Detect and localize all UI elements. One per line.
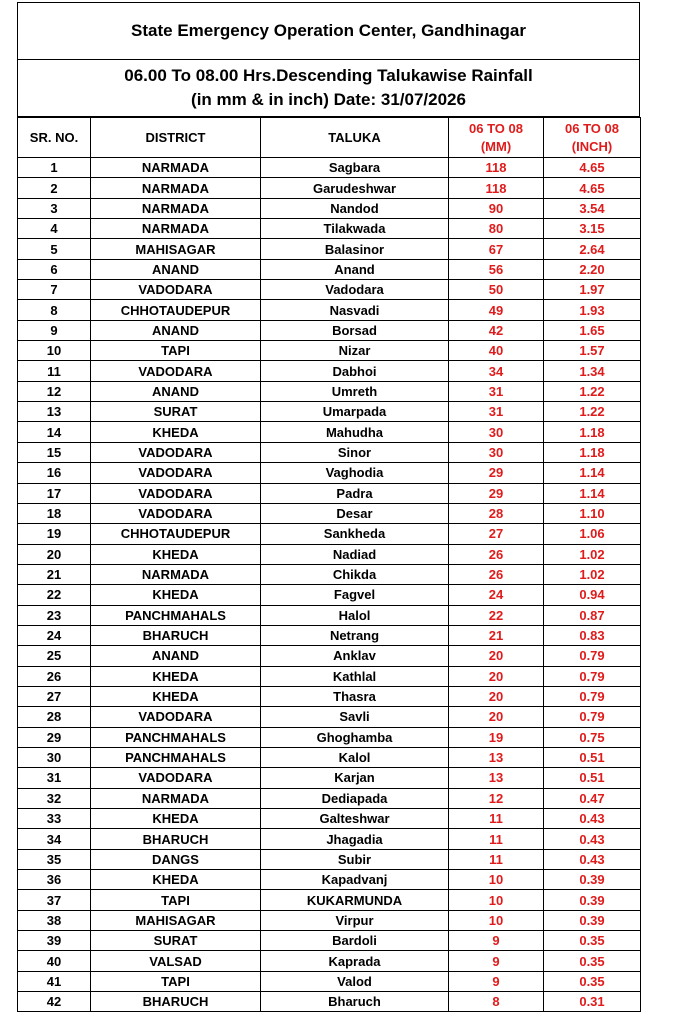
subtitle-line-1: 06.00 To 08.00 Hrs.Descending Talukawise Rainfall bbox=[124, 66, 533, 85]
cell-rainfall-mm: 9 bbox=[449, 951, 544, 971]
table-row bbox=[18, 992, 641, 1012]
cell-district: VADODARA bbox=[91, 768, 261, 788]
table-row bbox=[18, 870, 641, 890]
cell-taluka: Thasra bbox=[261, 686, 449, 706]
cell-rainfall-inch: 0.75 bbox=[544, 727, 641, 747]
cell-rainfall-inch: 0.43 bbox=[544, 849, 641, 869]
cell-rainfall-mm: 26 bbox=[449, 544, 544, 564]
cell-taluka: Bharuch bbox=[261, 992, 449, 1012]
cell-rainfall-mm: 50 bbox=[449, 280, 544, 300]
cell-taluka: Galteshwar bbox=[261, 809, 449, 829]
cell-rainfall-inch: 1.10 bbox=[544, 503, 641, 523]
header-inch bbox=[544, 118, 641, 158]
table-row bbox=[18, 788, 641, 808]
cell-rainfall-inch: 0.79 bbox=[544, 686, 641, 706]
cell-taluka: Ghoghamba bbox=[261, 727, 449, 747]
cell-taluka: Virpur bbox=[261, 910, 449, 930]
cell-district: ANAND bbox=[91, 320, 261, 340]
cell-district: KHEDA bbox=[91, 686, 261, 706]
cell-sr-no: 12 bbox=[18, 381, 91, 401]
table-row bbox=[18, 931, 641, 951]
table-row bbox=[18, 381, 641, 401]
cell-district: VADODARA bbox=[91, 707, 261, 727]
cell-rainfall-mm: 19 bbox=[449, 727, 544, 747]
table-row bbox=[18, 747, 641, 767]
cell-sr-no: 21 bbox=[18, 564, 91, 584]
cell-sr-no: 7 bbox=[18, 280, 91, 300]
cell-sr-no: 30 bbox=[18, 747, 91, 767]
cell-rainfall-mm: 49 bbox=[449, 300, 544, 320]
cell-taluka: Anand bbox=[261, 259, 449, 279]
cell-rainfall-inch: 0.35 bbox=[544, 951, 641, 971]
cell-rainfall-mm: 13 bbox=[449, 747, 544, 767]
cell-sr-no: 28 bbox=[18, 707, 91, 727]
cell-district: NARMADA bbox=[91, 564, 261, 584]
cell-rainfall-mm: 40 bbox=[449, 341, 544, 361]
table-row bbox=[18, 402, 641, 422]
cell-taluka: Nadiad bbox=[261, 544, 449, 564]
cell-sr-no: 18 bbox=[18, 503, 91, 523]
cell-district: VALSAD bbox=[91, 951, 261, 971]
cell-sr-no: 8 bbox=[18, 300, 91, 320]
cell-taluka: Sagbara bbox=[261, 158, 449, 178]
header-inch-line-1: 06 TO 08 bbox=[565, 120, 619, 136]
header-taluka: TALUKA bbox=[261, 118, 449, 158]
cell-taluka: Vadodara bbox=[261, 280, 449, 300]
cell-district: MAHISAGAR bbox=[91, 239, 261, 259]
cell-sr-no: 15 bbox=[18, 442, 91, 462]
cell-rainfall-mm: 22 bbox=[449, 605, 544, 625]
cell-district: TAPI bbox=[91, 890, 261, 910]
cell-taluka: Mahudha bbox=[261, 422, 449, 442]
cell-taluka: Vaghodia bbox=[261, 463, 449, 483]
cell-sr-no: 41 bbox=[18, 971, 91, 991]
cell-rainfall-inch: 0.31 bbox=[544, 992, 641, 1012]
cell-taluka: Subir bbox=[261, 849, 449, 869]
cell-taluka: Kathlal bbox=[261, 666, 449, 686]
cell-rainfall-mm: 11 bbox=[449, 829, 544, 849]
cell-sr-no: 32 bbox=[18, 788, 91, 808]
cell-district: VADODARA bbox=[91, 442, 261, 462]
cell-district: NARMADA bbox=[91, 198, 261, 218]
header-mm-line-1: 06 TO 08 bbox=[469, 120, 523, 136]
cell-rainfall-inch: 1.93 bbox=[544, 300, 641, 320]
report-subtitle bbox=[17, 59, 640, 117]
table-row bbox=[18, 483, 641, 503]
cell-rainfall-inch: 0.39 bbox=[544, 870, 641, 890]
table-row bbox=[18, 849, 641, 869]
cell-rainfall-mm: 29 bbox=[449, 463, 544, 483]
cell-rainfall-inch: 0.39 bbox=[544, 890, 641, 910]
cell-taluka: Fagvel bbox=[261, 585, 449, 605]
cell-rainfall-mm: 20 bbox=[449, 646, 544, 666]
cell-rainfall-inch: 0.94 bbox=[544, 585, 641, 605]
cell-district: VADODARA bbox=[91, 503, 261, 523]
cell-district: BHARUCH bbox=[91, 829, 261, 849]
cell-sr-no: 33 bbox=[18, 809, 91, 829]
cell-sr-no: 19 bbox=[18, 524, 91, 544]
cell-rainfall-mm: 26 bbox=[449, 564, 544, 584]
table-row bbox=[18, 585, 641, 605]
cell-rainfall-inch: 4.65 bbox=[544, 178, 641, 198]
cell-sr-no: 38 bbox=[18, 910, 91, 930]
cell-rainfall-mm: 56 bbox=[449, 259, 544, 279]
cell-sr-no: 40 bbox=[18, 951, 91, 971]
cell-taluka: Desar bbox=[261, 503, 449, 523]
cell-rainfall-inch: 1.22 bbox=[544, 381, 641, 401]
table-row bbox=[18, 727, 641, 747]
cell-sr-no: 11 bbox=[18, 361, 91, 381]
cell-rainfall-mm: 20 bbox=[449, 707, 544, 727]
table-row bbox=[18, 564, 641, 584]
report-title bbox=[17, 2, 640, 59]
table-row bbox=[18, 890, 641, 910]
cell-taluka: Sinor bbox=[261, 442, 449, 462]
table-row bbox=[18, 198, 641, 218]
cell-taluka: Jhagadia bbox=[261, 829, 449, 849]
header-district: DISTRICT bbox=[91, 118, 261, 158]
cell-sr-no: 23 bbox=[18, 605, 91, 625]
cell-sr-no: 22 bbox=[18, 585, 91, 605]
table-row bbox=[18, 422, 641, 442]
cell-district: PANCHMAHALS bbox=[91, 727, 261, 747]
cell-rainfall-inch: 2.64 bbox=[544, 239, 641, 259]
cell-rainfall-mm: 12 bbox=[449, 788, 544, 808]
subtitle-line-2: (in mm & in inch) Date: 31/07/2026 bbox=[191, 90, 466, 109]
cell-taluka: Kalol bbox=[261, 747, 449, 767]
cell-rainfall-mm: 10 bbox=[449, 910, 544, 930]
cell-taluka: Nasvadi bbox=[261, 300, 449, 320]
cell-taluka: Anklav bbox=[261, 646, 449, 666]
table-row bbox=[18, 463, 641, 483]
cell-district: TAPI bbox=[91, 971, 261, 991]
table-row bbox=[18, 219, 641, 239]
cell-sr-no: 16 bbox=[18, 463, 91, 483]
cell-district: ANAND bbox=[91, 646, 261, 666]
cell-sr-no: 6 bbox=[18, 259, 91, 279]
cell-rainfall-mm: 80 bbox=[449, 219, 544, 239]
cell-rainfall-inch: 0.79 bbox=[544, 707, 641, 727]
cell-district: NARMADA bbox=[91, 178, 261, 198]
table-row bbox=[18, 910, 641, 930]
rainfall-table bbox=[17, 117, 641, 1012]
cell-sr-no: 1 bbox=[18, 158, 91, 178]
cell-district: NARMADA bbox=[91, 788, 261, 808]
table-row bbox=[18, 646, 641, 666]
table-row bbox=[18, 341, 641, 361]
cell-rainfall-mm: 118 bbox=[449, 158, 544, 178]
cell-rainfall-mm: 30 bbox=[449, 422, 544, 442]
cell-sr-no: 5 bbox=[18, 239, 91, 259]
cell-rainfall-mm: 20 bbox=[449, 666, 544, 686]
cell-rainfall-mm: 31 bbox=[449, 402, 544, 422]
cell-district: KHEDA bbox=[91, 809, 261, 829]
cell-rainfall-mm: 34 bbox=[449, 361, 544, 381]
cell-rainfall-inch: 1.57 bbox=[544, 341, 641, 361]
cell-rainfall-inch: 1.14 bbox=[544, 483, 641, 503]
cell-district: CHHOTAUDEPUR bbox=[91, 524, 261, 544]
table-row bbox=[18, 158, 641, 178]
cell-sr-no: 13 bbox=[18, 402, 91, 422]
cell-rainfall-inch: 1.34 bbox=[544, 361, 641, 381]
header-sr-no: SR. NO. bbox=[18, 118, 91, 158]
cell-rainfall-mm: 21 bbox=[449, 625, 544, 645]
cell-sr-no: 14 bbox=[18, 422, 91, 442]
cell-taluka: Sankheda bbox=[261, 524, 449, 544]
cell-rainfall-inch: 0.83 bbox=[544, 625, 641, 645]
cell-district: VADODARA bbox=[91, 463, 261, 483]
cell-taluka: KUKARMUNDA bbox=[261, 890, 449, 910]
cell-rainfall-mm: 29 bbox=[449, 483, 544, 503]
cell-district: VADODARA bbox=[91, 280, 261, 300]
cell-rainfall-mm: 9 bbox=[449, 971, 544, 991]
cell-rainfall-mm: 30 bbox=[449, 442, 544, 462]
cell-sr-no: 4 bbox=[18, 219, 91, 239]
table-row bbox=[18, 809, 641, 829]
cell-rainfall-inch: 1.06 bbox=[544, 524, 641, 544]
cell-rainfall-inch: 2.20 bbox=[544, 259, 641, 279]
cell-rainfall-inch: 0.43 bbox=[544, 829, 641, 849]
table-row bbox=[18, 300, 641, 320]
cell-sr-no: 31 bbox=[18, 768, 91, 788]
cell-rainfall-inch: 4.65 bbox=[544, 158, 641, 178]
cell-district: NARMADA bbox=[91, 219, 261, 239]
cell-sr-no: 10 bbox=[18, 341, 91, 361]
cell-sr-no: 9 bbox=[18, 320, 91, 340]
cell-district: VADODARA bbox=[91, 483, 261, 503]
cell-rainfall-inch: 0.35 bbox=[544, 971, 641, 991]
table-row bbox=[18, 524, 641, 544]
cell-rainfall-mm: 10 bbox=[449, 890, 544, 910]
cell-taluka: Kaprada bbox=[261, 951, 449, 971]
cell-taluka: Garudeshwar bbox=[261, 178, 449, 198]
cell-rainfall-inch: 0.35 bbox=[544, 931, 641, 951]
cell-taluka: Borsad bbox=[261, 320, 449, 340]
cell-rainfall-mm: 8 bbox=[449, 992, 544, 1012]
cell-taluka: Bardoli bbox=[261, 931, 449, 951]
table-row bbox=[18, 686, 641, 706]
table-row bbox=[18, 951, 641, 971]
table-row bbox=[18, 829, 641, 849]
cell-rainfall-inch: 1.02 bbox=[544, 544, 641, 564]
cell-district: BHARUCH bbox=[91, 625, 261, 645]
cell-sr-no: 39 bbox=[18, 931, 91, 951]
cell-rainfall-inch: 0.39 bbox=[544, 910, 641, 930]
cell-taluka: Chikda bbox=[261, 564, 449, 584]
cell-rainfall-inch: 0.51 bbox=[544, 768, 641, 788]
rainfall-report bbox=[17, 2, 640, 1012]
cell-district: KHEDA bbox=[91, 544, 261, 564]
table-row bbox=[18, 544, 641, 564]
cell-taluka: Kapadvanj bbox=[261, 870, 449, 890]
header-inch-line-2: (INCH) bbox=[571, 138, 613, 154]
cell-rainfall-inch: 1.18 bbox=[544, 442, 641, 462]
cell-rainfall-mm: 67 bbox=[449, 239, 544, 259]
cell-district: ANAND bbox=[91, 381, 261, 401]
cell-sr-no: 27 bbox=[18, 686, 91, 706]
cell-rainfall-mm: 24 bbox=[449, 585, 544, 605]
cell-district: PANCHMAHALS bbox=[91, 605, 261, 625]
cell-district: SURAT bbox=[91, 931, 261, 951]
table-row bbox=[18, 259, 641, 279]
cell-rainfall-mm: 27 bbox=[449, 524, 544, 544]
cell-rainfall-inch: 1.18 bbox=[544, 422, 641, 442]
cell-district: NARMADA bbox=[91, 158, 261, 178]
cell-rainfall-inch: 0.79 bbox=[544, 646, 641, 666]
table-row bbox=[18, 361, 641, 381]
cell-rainfall-mm: 11 bbox=[449, 849, 544, 869]
cell-rainfall-mm: 11 bbox=[449, 809, 544, 829]
header-row bbox=[18, 118, 641, 158]
cell-district: SURAT bbox=[91, 402, 261, 422]
cell-sr-no: 42 bbox=[18, 992, 91, 1012]
cell-taluka: Karjan bbox=[261, 768, 449, 788]
cell-rainfall-inch: 0.51 bbox=[544, 747, 641, 767]
cell-taluka: Valod bbox=[261, 971, 449, 991]
cell-taluka: Nizar bbox=[261, 341, 449, 361]
cell-rainfall-inch: 1.22 bbox=[544, 402, 641, 422]
cell-district: MAHISAGAR bbox=[91, 910, 261, 930]
cell-taluka: Padra bbox=[261, 483, 449, 503]
table-row bbox=[18, 971, 641, 991]
cell-taluka: Balasinor bbox=[261, 239, 449, 259]
cell-rainfall-inch: 0.87 bbox=[544, 605, 641, 625]
table-row bbox=[18, 442, 641, 462]
cell-taluka: Savli bbox=[261, 707, 449, 727]
cell-sr-no: 36 bbox=[18, 870, 91, 890]
cell-rainfall-inch: 1.02 bbox=[544, 564, 641, 584]
table-row bbox=[18, 707, 641, 727]
cell-taluka: Dediapada bbox=[261, 788, 449, 808]
cell-sr-no: 26 bbox=[18, 666, 91, 686]
cell-rainfall-mm: 31 bbox=[449, 381, 544, 401]
cell-rainfall-mm: 13 bbox=[449, 768, 544, 788]
cell-sr-no: 29 bbox=[18, 727, 91, 747]
cell-district: KHEDA bbox=[91, 870, 261, 890]
cell-rainfall-inch: 1.65 bbox=[544, 320, 641, 340]
cell-district: DANGS bbox=[91, 849, 261, 869]
cell-rainfall-mm: 42 bbox=[449, 320, 544, 340]
cell-rainfall-inch: 1.14 bbox=[544, 463, 641, 483]
report-title-text: State Emergency Operation Center, Gandhinagar bbox=[131, 21, 526, 40]
header-mm-line-2: (MM) bbox=[480, 138, 512, 154]
cell-rainfall-mm: 28 bbox=[449, 503, 544, 523]
cell-sr-no: 37 bbox=[18, 890, 91, 910]
cell-rainfall-mm: 118 bbox=[449, 178, 544, 198]
cell-rainfall-inch: 0.79 bbox=[544, 666, 641, 686]
cell-sr-no: 17 bbox=[18, 483, 91, 503]
cell-rainfall-mm: 20 bbox=[449, 686, 544, 706]
cell-sr-no: 34 bbox=[18, 829, 91, 849]
cell-district: PANCHMAHALS bbox=[91, 747, 261, 767]
table-row bbox=[18, 178, 641, 198]
table-row bbox=[18, 239, 641, 259]
cell-rainfall-mm: 9 bbox=[449, 931, 544, 951]
table-header bbox=[18, 118, 641, 158]
header-mm bbox=[449, 118, 544, 158]
cell-district: KHEDA bbox=[91, 666, 261, 686]
table-row bbox=[18, 280, 641, 300]
table-row bbox=[18, 605, 641, 625]
cell-district: ANAND bbox=[91, 259, 261, 279]
table-body bbox=[18, 158, 641, 1012]
cell-district: TAPI bbox=[91, 341, 261, 361]
table-row bbox=[18, 666, 641, 686]
cell-district: CHHOTAUDEPUR bbox=[91, 300, 261, 320]
cell-district: KHEDA bbox=[91, 422, 261, 442]
cell-rainfall-mm: 10 bbox=[449, 870, 544, 890]
table-row bbox=[18, 625, 641, 645]
cell-sr-no: 3 bbox=[18, 198, 91, 218]
cell-rainfall-inch: 1.97 bbox=[544, 280, 641, 300]
cell-taluka: Tilakwada bbox=[261, 219, 449, 239]
cell-taluka: Nandod bbox=[261, 198, 449, 218]
cell-taluka: Umarpada bbox=[261, 402, 449, 422]
cell-rainfall-inch: 0.43 bbox=[544, 809, 641, 829]
cell-rainfall-inch: 3.54 bbox=[544, 198, 641, 218]
cell-sr-no: 35 bbox=[18, 849, 91, 869]
cell-sr-no: 25 bbox=[18, 646, 91, 666]
cell-rainfall-inch: 0.47 bbox=[544, 788, 641, 808]
cell-taluka: Netrang bbox=[261, 625, 449, 645]
cell-district: BHARUCH bbox=[91, 992, 261, 1012]
table-row bbox=[18, 503, 641, 523]
cell-sr-no: 20 bbox=[18, 544, 91, 564]
cell-sr-no: 2 bbox=[18, 178, 91, 198]
cell-sr-no: 24 bbox=[18, 625, 91, 645]
cell-taluka: Umreth bbox=[261, 381, 449, 401]
table-row bbox=[18, 768, 641, 788]
cell-district: VADODARA bbox=[91, 361, 261, 381]
cell-rainfall-mm: 90 bbox=[449, 198, 544, 218]
table-row bbox=[18, 320, 641, 340]
cell-rainfall-inch: 3.15 bbox=[544, 219, 641, 239]
cell-taluka: Dabhoi bbox=[261, 361, 449, 381]
cell-taluka: Halol bbox=[261, 605, 449, 625]
cell-district: KHEDA bbox=[91, 585, 261, 605]
